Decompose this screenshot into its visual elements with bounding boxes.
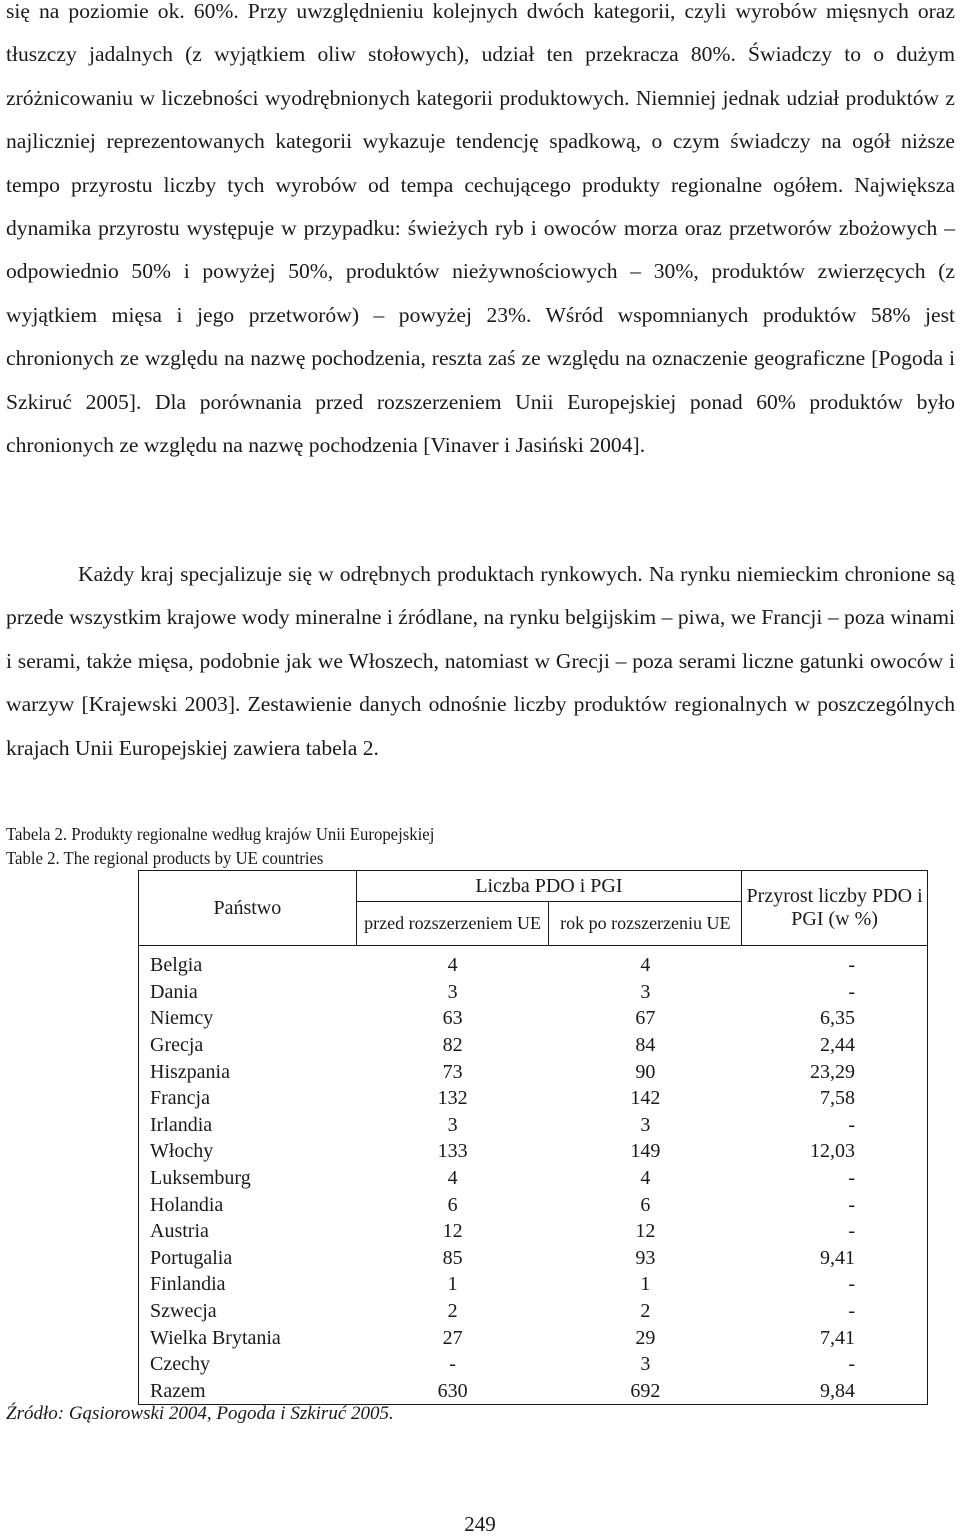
cell-country: Austria (139, 1218, 357, 1245)
cell-growth: - (742, 1351, 928, 1378)
table-row (139, 1032, 928, 1059)
cell-country: Holandia (139, 1191, 357, 1218)
cell-after: 29 (635, 1326, 656, 1349)
cell-growth: 2,44 (742, 1032, 928, 1059)
cell-after: 4 (640, 1167, 651, 1190)
cell-before: 4 (447, 1167, 458, 1190)
cell-country: Belgia (139, 946, 357, 979)
table-row (139, 1005, 928, 1032)
table-body (139, 946, 928, 1405)
cell-before: 82 (442, 1034, 463, 1057)
cell-after: 2 (640, 1300, 651, 1323)
cell-growth: - (742, 979, 928, 1006)
header-growth: Przyrost liczby PDO i PGI (w %) (742, 871, 928, 946)
cell-after: 142 (630, 1087, 661, 1110)
cell-country: Francja (139, 1085, 357, 1112)
cell-growth: - (742, 1218, 928, 1245)
cell-before: 85 (442, 1246, 463, 1269)
cell-before: 2 (447, 1300, 458, 1323)
table-row (139, 1191, 928, 1218)
cell-country: Finlandia (139, 1271, 357, 1298)
cell-country: Grecja (139, 1032, 357, 1059)
body-paragraph-2: Każdy kraj specjalizuje się w odrębnych produktach rynkowych. Na rynku niemieckim chronione są przede wszystkim krajowe wody mineralne i źródlane, na rynku belgijskim – piwa, we Francji – poza winami i serami, także mięsa, podobnie jak we Włoszech, natomiast w Grecji – poza serami liczne gatunki owoców i warzyw [Krajewski 2003]. Zestawienie danych odnośnie liczby produktów regionalnych w poszczególnych krajach Unii Europejskiej zawiera tabela 2. (6, 562, 955, 760)
cell-growth: 23,29 (742, 1058, 928, 1085)
cell-country: Luksemburg (139, 1165, 357, 1192)
cell-after: 67 (635, 1007, 656, 1030)
cell-growth: - (742, 1165, 928, 1192)
cell-growth: 9,41 (742, 1245, 928, 1272)
cell-growth: 7,41 (742, 1324, 928, 1351)
cell-growth: 9,84 (742, 1378, 928, 1405)
cell-growth: - (742, 1298, 928, 1325)
cell-country: Wielka Brytania (139, 1324, 357, 1351)
cell-country: Razem (139, 1378, 357, 1405)
table-caption-english: Table 2. The regional products by UE countries (6, 848, 324, 868)
cell-before: 63 (442, 1007, 463, 1030)
cell-before: 630 (356, 1378, 549, 1405)
cell-growth: 12,03 (742, 1138, 928, 1165)
cell-country: Dania (139, 979, 357, 1006)
table-row (139, 1138, 928, 1165)
table-row (139, 1298, 928, 1325)
cell-after: 692 (549, 1378, 742, 1405)
header-before: przed rozszerzeniem UE (356, 902, 549, 946)
cell-after: 3 (640, 1353, 651, 1376)
regional-products-table (138, 870, 928, 1405)
header-country: Państwo (139, 871, 357, 946)
cell-before: 4 (447, 954, 458, 977)
cell-before: 3 (447, 1113, 458, 1136)
table-row (139, 1271, 928, 1298)
cell-growth: 6,35 (742, 1005, 928, 1032)
page-number: 249 (464, 1512, 496, 1536)
cell-after: 4 (640, 954, 651, 977)
table-row (139, 1218, 928, 1245)
cell-after: 3 (640, 1113, 651, 1136)
cell-country: Szwecja (139, 1298, 357, 1325)
table-row (139, 1324, 928, 1351)
cell-country: Irlandia (139, 1112, 357, 1139)
table-source-note: Źródło: Gąsiorowski 2004, Pogoda i Szkiruć 2005. (6, 1403, 394, 1424)
cell-after: 90 (635, 1060, 656, 1083)
cell-before: 1 (447, 1273, 458, 1296)
cell-growth: - (742, 1271, 928, 1298)
table-row (139, 1351, 928, 1378)
cell-after: 93 (635, 1246, 656, 1269)
cell-before: 73 (442, 1060, 463, 1083)
cell-before: - (449, 1353, 456, 1376)
cell-country: Niemcy (139, 1005, 357, 1032)
cell-after: 84 (635, 1034, 656, 1057)
header-count-group: Liczba PDO i PGI (356, 871, 741, 902)
cell-before: 133 (437, 1140, 468, 1163)
cell-growth: - (742, 946, 928, 979)
cell-after: 12 (635, 1220, 656, 1243)
cell-country: Hiszpania (139, 1058, 357, 1085)
cell-country: Portugalia (139, 1245, 357, 1272)
cell-growth: - (742, 1191, 928, 1218)
cell-growth: - (742, 1112, 928, 1139)
cell-before: 27 (442, 1326, 463, 1349)
table-row (139, 1165, 928, 1192)
table-caption-polish: Tabela 2. Produkty regionalne według krajów Unii Europejskiej (6, 824, 435, 844)
cell-before: 12 (442, 1220, 463, 1243)
cell-growth: 7,58 (742, 1085, 928, 1112)
cell-country: Czechy (139, 1351, 357, 1378)
table-row (139, 1112, 928, 1139)
cell-before: 6 (447, 1193, 458, 1216)
cell-before: 3 (447, 980, 458, 1003)
header-after: rok po rozszerzeniu UE (549, 902, 742, 946)
table-row (139, 1058, 928, 1085)
cell-country: Włochy (139, 1138, 357, 1165)
table-row (139, 1245, 928, 1272)
table-row (139, 946, 928, 979)
table-row (139, 1085, 928, 1112)
body-paragraph-1: się na poziomie ok. 60%. Przy uwzględnieniu kolejnych dwóch kategorii, czyli wyrobów mięsnych oraz tłuszczy jadalnych (z wyjątkiem oliw stołowych), udział ten przekracza 80%. Świadczy to o dużym zróżnicowaniu w liczebności wyodrębnionych kategorii produktowych. Niemniej jednak udział produktów z najliczniej reprezentowanych kategorii wykazuje tendencję spadkową, o czym świadczy na ogół niższe tempo przyrostu liczby tych wyrobów od tempa cechującego produkty regionalne ogółem. Największa dynamika przyrostu występuje w przypadku: świeżych ryb i owoców morza oraz przetworów zbożowych – odpowiednio 50% i powyżej 50%, produktów nieżywnościowych – 30%, produktów zwierzęcych (z wyjątkiem mięsa i jego przetworów) – powyżej 23%. Wśród wspomnianych produktów 58% jest chronionych ze względu na nazwę pochodzenia, reszta zaś ze względu na oznaczenie geograficzne [Pogoda i Szkiruć 2005]. Dla porównania przed rozszerzeniem Unii Europejskiej ponad 60% produktów było chronionych ze względu na nazwę pochodzenia [Vinaver i Jasiński 2004]. (6, 0, 955, 458)
table-row (139, 979, 928, 1006)
table-row (139, 1378, 928, 1405)
cell-after: 1 (640, 1273, 651, 1296)
cell-before: 132 (437, 1087, 468, 1110)
cell-after: 6 (640, 1193, 651, 1216)
cell-after: 149 (630, 1140, 661, 1163)
cell-after: 3 (640, 980, 651, 1003)
